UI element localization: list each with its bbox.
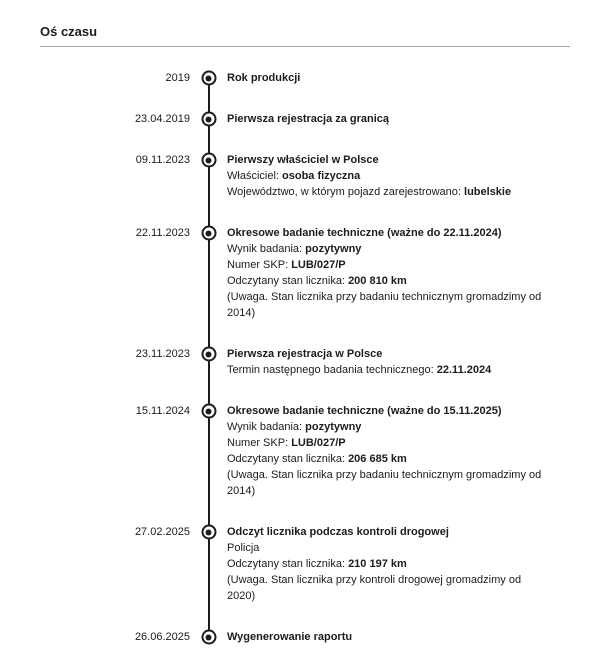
timeline-node bbox=[190, 225, 227, 321]
detail-label: Termin następnego badania technicznego: bbox=[227, 364, 434, 376]
event-content bbox=[227, 152, 552, 200]
event-date: 26.06.2025 bbox=[134, 631, 190, 643]
event-note: (Uwaga. Stan licznika przy kontroli drogowej gromadzimy od 2020) bbox=[227, 574, 522, 602]
timeline-node-icon bbox=[201, 525, 216, 540]
timeline-connector-line bbox=[208, 524, 210, 629]
timeline-event bbox=[40, 111, 570, 127]
timeline-connector-line bbox=[208, 403, 210, 524]
timeline-node-icon bbox=[201, 347, 216, 362]
timeline-node bbox=[190, 111, 227, 127]
detail-value: LUB/027/P bbox=[291, 259, 346, 271]
detail-value: pozytywny bbox=[305, 243, 362, 255]
timeline-event bbox=[40, 629, 570, 645]
event-date: 22.11.2023 bbox=[135, 227, 190, 239]
event-content bbox=[227, 403, 552, 499]
timeline-node-icon bbox=[201, 112, 216, 127]
timeline-node-icon bbox=[201, 404, 216, 419]
timeline-node-icon bbox=[201, 153, 216, 168]
detail-label: Województwo, w którym pojazd zarejestrowano: bbox=[227, 186, 461, 198]
detail-value: 200 810 km bbox=[348, 275, 407, 287]
event-title: Okresowe badanie techniczne (ważne do 15.11.2025) bbox=[227, 405, 502, 417]
timeline-node bbox=[190, 70, 227, 86]
event-detail bbox=[227, 257, 552, 273]
timeline-node-icon bbox=[201, 71, 216, 86]
event-detail bbox=[227, 184, 552, 200]
event-date: 15.11.2024 bbox=[135, 405, 190, 417]
timeline-node bbox=[190, 403, 227, 499]
event-detail bbox=[227, 540, 552, 556]
detail-label: Wynik badania: bbox=[227, 421, 303, 433]
event-note: (Uwaga. Stan licznika przy badaniu technicznym gromadzimy od 2014) bbox=[227, 469, 542, 497]
event-detail bbox=[227, 362, 552, 378]
event-date: 2019 bbox=[165, 72, 190, 84]
detail-value: 22.11.2024 bbox=[436, 364, 492, 376]
event-date: 23.04.2019 bbox=[134, 113, 190, 125]
event-detail bbox=[227, 273, 552, 289]
timeline-event bbox=[40, 346, 570, 378]
event-detail bbox=[227, 556, 552, 572]
detail-label: Numer SKP: bbox=[227, 437, 289, 449]
detail-label: Odczytany stan licznika: bbox=[227, 275, 345, 287]
page-title: Oś czasu bbox=[40, 25, 570, 47]
detail-value: 206 685 km bbox=[348, 453, 407, 465]
event-content bbox=[227, 346, 552, 378]
event-content bbox=[227, 111, 552, 127]
detail-value: 210 197 km bbox=[348, 558, 407, 570]
timeline bbox=[40, 70, 570, 645]
event-title: Odczyt licznika podczas kontroli drogowej bbox=[227, 526, 449, 538]
timeline-node bbox=[190, 346, 227, 378]
event-detail bbox=[227, 168, 552, 184]
timeline-node bbox=[190, 629, 227, 645]
detail-label: Odczytany stan licznika: bbox=[227, 453, 345, 465]
timeline-node-icon bbox=[201, 226, 216, 241]
event-content bbox=[227, 629, 552, 645]
event-date: 23.11.2023 bbox=[135, 348, 190, 360]
timeline-node bbox=[190, 524, 227, 604]
timeline-event bbox=[40, 524, 570, 604]
event-title: Okresowe badanie techniczne (ważne do 22.11.2024) bbox=[227, 227, 502, 239]
event-title: Pierwsza rejestracja za granicą bbox=[227, 113, 390, 125]
detail-label: Odczytany stan licznika: bbox=[227, 558, 345, 570]
timeline-connector-line bbox=[208, 225, 210, 346]
detail-label: Numer SKP: bbox=[227, 259, 289, 271]
timeline-event bbox=[40, 70, 570, 86]
detail-value: pozytywny bbox=[305, 421, 362, 433]
timeline-event bbox=[40, 225, 570, 321]
detail-value: lubelskie bbox=[464, 186, 512, 198]
detail-label: Wynik badania: bbox=[227, 243, 303, 255]
event-title: Pierwszy właściciel w Polsce bbox=[227, 154, 379, 166]
timeline-node bbox=[190, 152, 227, 200]
event-title: Wygenerowanie raportu bbox=[227, 631, 353, 643]
event-title: Rok produkcji bbox=[227, 72, 301, 84]
event-detail bbox=[227, 419, 552, 435]
event-title: Pierwsza rejestracja w Polsce bbox=[227, 348, 383, 360]
detail-value: osoba fizyczna bbox=[282, 170, 361, 182]
event-content bbox=[227, 70, 552, 86]
detail-label: Policja bbox=[227, 542, 260, 554]
event-detail bbox=[227, 435, 552, 451]
timeline-event bbox=[40, 152, 570, 200]
event-detail bbox=[227, 241, 552, 257]
timeline-node-icon bbox=[201, 630, 216, 645]
event-detail bbox=[227, 451, 552, 467]
detail-value: LUB/027/P bbox=[291, 437, 346, 449]
event-note: (Uwaga. Stan licznika przy badaniu technicznym gromadzimy od 2014) bbox=[227, 291, 542, 319]
event-date: 09.11.2023 bbox=[135, 154, 190, 166]
detail-label: Właściciel: bbox=[227, 170, 279, 182]
timeline-event bbox=[40, 403, 570, 499]
event-content bbox=[227, 225, 552, 321]
event-date: 27.02.2025 bbox=[134, 526, 190, 538]
event-content bbox=[227, 524, 552, 604]
